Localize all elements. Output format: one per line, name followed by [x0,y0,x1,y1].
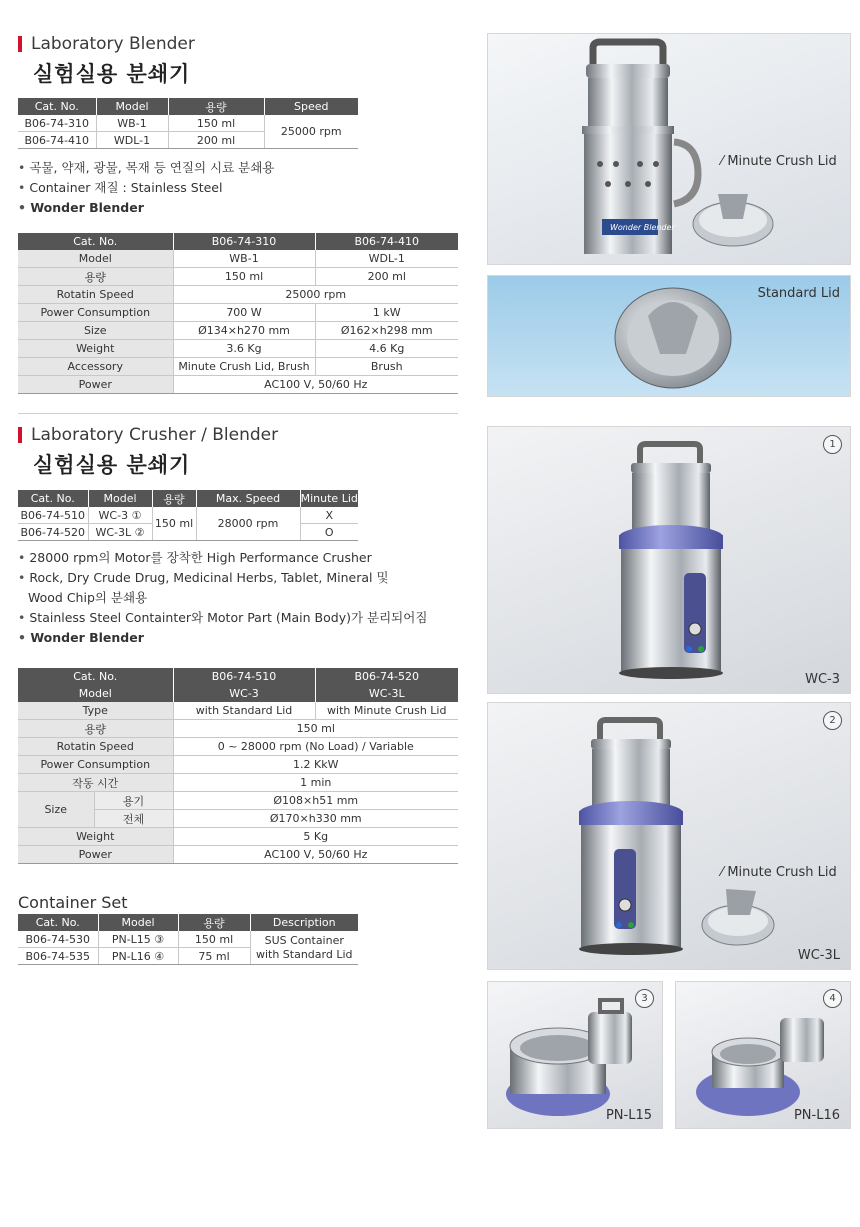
spec-value: 700 W [173,304,315,322]
product-photo-wc-3l [487,702,851,970]
spec-header: B06-74-520 [315,668,458,685]
cat-no: B06-74-520 [18,524,88,541]
spec-value: 3.6 Kg [173,340,315,358]
spec-row [18,268,458,286]
spec-value: Ø108×h51 mm [173,792,458,810]
product-photo-wc-3 [487,426,851,694]
cat-no: B06-74-530 [18,931,98,948]
spec-value: WC-3L [315,685,458,702]
feature-item: • 곡물, 약재, 광물, 목재 등 연질의 시료 분쇄용 [18,158,274,178]
feature-item: • Stainless Steel Containter와 Motor Part (Main Body)가 분리되어짐 [18,608,427,628]
spec-row [18,774,458,792]
speed: 25000 rpm [264,115,358,149]
spec-row [18,846,458,864]
col-header: Cat. No. [18,98,96,115]
spec-row [18,828,458,846]
photo-caption [721,865,837,880]
photo-caption: WC-3 [805,672,840,687]
photo-caption [721,154,837,169]
spec-label: Size [18,792,94,828]
spec-row [18,756,458,774]
feature-item: • Wonder Blender [18,628,427,648]
cat-no: B06-74-510 [18,507,88,524]
capacity: 150 ml [178,931,250,948]
table-row [18,115,358,132]
spec-label: Rotatin Speed [18,286,173,304]
spec-table [18,668,458,864]
spec-row [18,702,458,720]
spec-label: Size [18,322,173,340]
spec-value: 150 ml [173,720,458,738]
spec-value: Minute Crush Lid, Brush [173,358,315,376]
col-header: Model [96,98,168,115]
feature-list [18,158,274,218]
spec-label: Rotatin Speed [18,738,173,756]
max-speed: 28000 rpm [196,507,300,541]
spec-value: 25000 rpm [173,286,458,304]
capacity: 150 ml [152,507,196,541]
minute-lid: X [300,507,358,524]
spec-value: 1 min [173,774,458,792]
summary-table [18,98,358,149]
model: WB-1 [96,115,168,132]
spec-value: 0 ~ 28000 rpm (No Load) / Variable [173,738,458,756]
spec-sublabel: 전체 [94,810,173,828]
photo-caption: PN-L16 [793,1108,840,1123]
col-header: Speed [264,98,358,115]
minute-lid: O [300,524,358,541]
col-header: Description [250,914,358,931]
section-subtitle: 실험실용 분쇄기 [33,62,191,86]
spec-label: Power [18,846,173,864]
model: PN-L15 ③ [98,931,178,948]
spec-value: WDL-1 [315,250,458,268]
pointer-line: ⁄ [721,154,728,169]
pointer-line: ⁄ [721,865,728,880]
col-header: Cat. No. [18,914,98,931]
spec-label: Type [18,702,173,720]
container-table [18,914,358,965]
spec-row [18,738,458,756]
spec-header: Cat. No. [18,233,173,250]
col-header: 용량 [168,98,264,115]
model: WC-3 ① [88,507,152,524]
photo-caption-text: Minute Crush Lid [727,865,837,880]
crusher-illustration [488,427,850,693]
spec-label: 용량 [18,268,173,286]
spec-row [18,720,458,738]
col-header: 용량 [152,490,196,507]
spec-row [18,340,458,358]
photo-number: 4 [823,989,842,1008]
spec-row [18,286,458,304]
product-photo-wonder-blender [487,33,851,265]
spec-row [18,376,458,394]
spec-label: Model [18,250,173,268]
spec-value: 1.2 KkW [173,756,458,774]
feature-item: • 28000 rpm의 Motor를 장착한 High Performance Crusher [18,548,427,568]
section-title [18,34,195,54]
spec-value: AC100 V, 50/60 Hz [173,846,458,864]
spec-label: Weight [18,828,173,846]
section-subtitle: 실험실용 분쇄기 [33,453,191,477]
spec-value: Brush [315,358,458,376]
product-photo-pn-l15 [487,981,663,1129]
spec-value: Ø170×h330 mm [173,810,458,828]
feature-item: • Rock, Dry Crude Drug, Medicinal Herbs, Tablet, Mineral 및 [18,568,427,588]
spec-value: WB-1 [173,250,315,268]
section-title-text: Laboratory Crusher / Blender [31,425,279,445]
photo-number: 1 [823,435,842,454]
spec-header: B06-74-310 [173,233,315,250]
photo-caption: Standard Lid [757,286,840,301]
col-header: Max. Speed [196,490,300,507]
cat-no: B06-74-310 [18,115,96,132]
spec-value: WC-3 [173,685,315,702]
capacity: 75 ml [178,948,250,965]
model: WC-3L ② [88,524,152,541]
col-header: Model [88,490,152,507]
product-photo-pn-l16 [675,981,851,1129]
spec-header: Cat. No. [18,668,173,685]
spec-value: 5 Kg [173,828,458,846]
col-header: Cat. No. [18,490,88,507]
spec-row [18,322,458,340]
section-title-text: Laboratory Blender [31,34,195,54]
photo-caption: WC-3L [797,948,840,963]
spec-value: 200 ml [315,268,458,286]
cat-no: B06-74-535 [18,948,98,965]
spec-label: 용량 [18,720,173,738]
spec-row [18,792,458,810]
capacity: 200 ml [168,132,264,149]
spec-label: Accessory [18,358,173,376]
title-accent-bar [18,36,22,52]
spec-sublabel: 용기 [94,792,173,810]
crusher-illustration [488,703,850,969]
feature-item: • Wonder Blender [18,198,274,218]
title-accent-bar [18,427,22,443]
photo-number: 2 [823,711,842,730]
spec-label: Power Consumption [18,756,173,774]
spec-row [18,304,458,322]
model: PN-L16 ④ [98,948,178,965]
capacity: 150 ml [168,115,264,132]
spec-label: Weight [18,340,173,358]
spec-header: B06-74-510 [173,668,315,685]
photo-caption-text: Minute Crush Lid [727,154,837,169]
section-divider [18,413,458,414]
col-header: 용량 [178,914,250,931]
summary-table [18,490,358,541]
spec-row [18,250,458,268]
spec-label: Power [18,376,173,394]
spec-value: 150 ml [173,268,315,286]
spec-label: Power Consumption [18,304,173,322]
description: SUS Container with Standard Lid [250,931,358,965]
table-row [18,507,358,524]
spec-row [18,358,458,376]
spec-value: with Standard Lid [173,702,315,720]
brand-plate: Wonder Blender [610,223,675,232]
model: WDL-1 [96,132,168,149]
spec-value: Ø162×h298 mm [315,322,458,340]
spec-header: B06-74-410 [315,233,458,250]
col-header: Model [98,914,178,931]
feature-item: • Container 재질 : Stainless Steel [18,178,274,198]
feature-list [18,548,427,648]
feature-item: Wood Chip의 분쇄용 [28,590,148,605]
spec-value: 4.6 Kg [315,340,458,358]
spec-label: Model [18,685,173,702]
cat-no: B06-74-410 [18,132,96,149]
spec-table [18,233,458,394]
photo-number: 3 [635,989,654,1008]
product-photo-standard-lid [487,275,851,397]
spec-value: Ø134×h270 mm [173,322,315,340]
spec-row [18,685,458,702]
photo-caption: PN-L15 [605,1108,652,1123]
spec-value: with Minute Crush Lid [315,702,458,720]
section-title: Container Set [18,893,128,912]
col-header: Minute Lid [300,492,358,505]
section-title [18,425,278,445]
spec-label: 작동 시간 [18,774,173,792]
spec-value: AC100 V, 50/60 Hz [173,376,458,394]
spec-value: 1 kW [315,304,458,322]
table-row [18,931,358,948]
